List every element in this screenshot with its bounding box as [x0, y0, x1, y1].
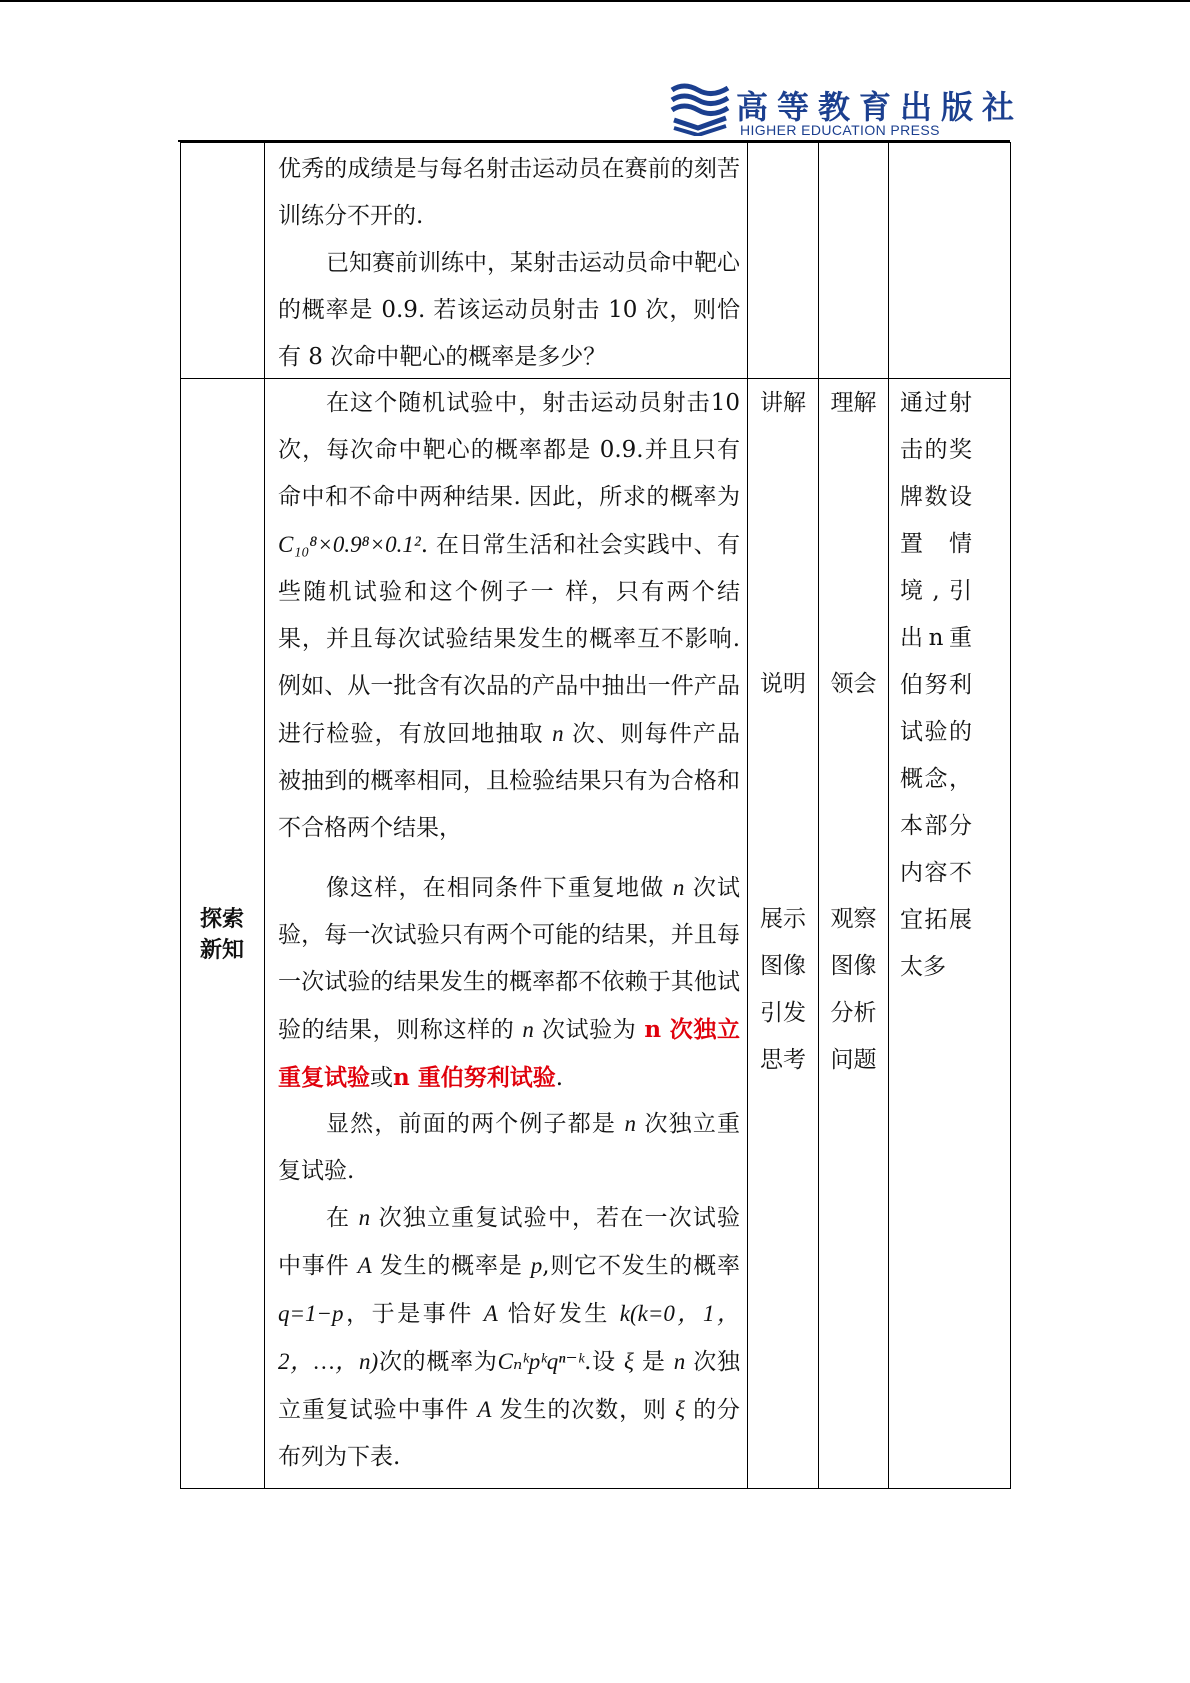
variable-n: n	[552, 721, 564, 746]
book-wave-icon	[668, 80, 732, 136]
design-intent-note: 通过射击的奖牌数设 置 情境,引出n重伯努利试验的概念，本部分内容不宜拓展太多	[900, 390, 972, 980]
col-line-6	[1010, 142, 1011, 1489]
text-segment: 在	[326, 1205, 351, 1231]
col-line-4	[818, 142, 819, 1489]
col-line-5	[888, 142, 889, 1489]
text-segment: 像这样，在相同条件下重复地做	[326, 875, 665, 901]
teacher-activity-5: 引发	[760, 1000, 806, 1026]
q-definition: q=1−p	[278, 1301, 344, 1326]
student-activity-5: 分析	[830, 1000, 877, 1026]
text-segment: 恰好发生	[507, 1301, 610, 1327]
teacher-activity-3: 展示	[760, 906, 806, 932]
text-segment: 的分布列为下表.	[278, 1397, 741, 1470]
col-line-2	[264, 142, 265, 1489]
variable-n: n	[672, 875, 685, 900]
stage-label	[180, 904, 264, 966]
text-segment: 次、则每件产品被抽到的概率相同，且检验结果只有为合格和不合格两个结果，	[278, 721, 741, 841]
publisher-name-en: HIGHER EDUCATION PRESS	[740, 122, 940, 138]
variable-n: n	[358, 1205, 371, 1230]
student-activity-4: 图像	[830, 953, 877, 979]
publisher-logo	[668, 80, 1024, 138]
text-segment: 次独立重复试验中，若在一次试验中事件	[278, 1205, 741, 1279]
binomial-formula: C₁₀⁸×0.9⁸×0.1²	[278, 532, 421, 557]
row2-paragraph-1	[278, 380, 740, 852]
variable-xi: ξ	[623, 1349, 634, 1374]
variable-n: n	[522, 1017, 534, 1042]
event-A: A	[477, 1397, 492, 1422]
variable-p: p	[530, 1253, 543, 1278]
row2-paragraph-2	[278, 864, 740, 1102]
teacher-activity-1: 讲解	[760, 390, 806, 416]
student-activity-3: 观察	[830, 906, 877, 932]
text-segment: 次试验，每一次试验只有两个可能的结果，并且每一次试验的结果发生的概率都不依赖于其他试验的结果，则称这样的	[278, 875, 741, 1043]
stage-label-line2: 新知	[199, 938, 244, 963]
text-segment: ,则它不发生的概率	[542, 1253, 741, 1279]
stage-label-line1: 探索	[199, 907, 244, 932]
text-segment: 显然，前面的两个例子都是	[326, 1111, 617, 1137]
teacher-activity-2: 说明	[760, 671, 806, 697]
row2-paragraph-4	[278, 1194, 740, 1481]
text-segment: 发生的概率是	[379, 1253, 523, 1279]
table-bottom-border	[180, 1488, 1010, 1489]
text-segment: 是	[641, 1349, 666, 1375]
text-segment: .	[555, 1065, 564, 1091]
text-segment: . 在日常生活和社会实践中、有些随机试验和这个例子一 样，只有两个结果，并且每次试验结果发生的概率互不影响. 例如、从一批含有次品的产品中抽出一件产品进行检验，有放回地抽取	[278, 532, 740, 747]
probability-formula: Cₙᵏpᵏqⁿ⁻ᵏ	[497, 1349, 585, 1374]
k-range: k(k=0，1，2，…，n)	[278, 1301, 741, 1374]
text-segment: ，于是事件	[343, 1301, 474, 1327]
row1-paragraph-2: 已知赛前训练中，某射击运动员命中靶心的概率是 0.9. 若该运动员射击 10 次，则恰有 8 次命中靶心的概率是多少？	[278, 250, 740, 370]
row2-paragraph-3	[278, 1100, 740, 1195]
row1-paragraph-1: 优秀的成绩是与每名射击运动员在赛前的刻苦训练分不开的.	[278, 156, 740, 229]
student-activity-2: 领会	[830, 671, 877, 697]
variable-n: n	[673, 1349, 686, 1374]
variable-n: n	[624, 1111, 637, 1136]
publisher-name-cn: 高等教育出版社	[736, 88, 1024, 126]
event-A: A	[483, 1301, 498, 1326]
text-segment: .设	[584, 1349, 616, 1375]
col-line-3	[747, 142, 748, 1489]
teacher-activity-6: 思考	[760, 1047, 806, 1073]
text-segment: 在这个随机试验中，射击运动员射击10次，每次命中靶心的概率都是 0.9.并且只有命中和不命中两种结果. 因此，所求的概率为	[278, 390, 740, 510]
term-independent-trials: n 次独立重复试验	[278, 1016, 741, 1091]
teacher-activity-4: 图像	[760, 953, 806, 979]
text-segment: 次独立重复试验.	[278, 1111, 741, 1184]
table-top-border	[180, 142, 1010, 143]
term-bernoulli-trials: n 重伯努利试验	[393, 1064, 556, 1091]
student-activity-6: 问题	[830, 1047, 877, 1073]
top-border	[0, 0, 1190, 2]
col-line-1	[180, 142, 181, 1489]
text-segment: 发生的次数，则	[499, 1397, 667, 1423]
event-A: A	[357, 1253, 372, 1278]
text-segment: 或	[370, 1065, 393, 1091]
student-activity-1: 理解	[830, 390, 877, 416]
text-segment: 次独立重复试验中事件	[278, 1349, 740, 1423]
variable-xi: ξ	[675, 1397, 685, 1422]
text-segment: 次的概率为	[378, 1349, 498, 1375]
text-segment: 次试验为	[541, 1017, 637, 1043]
